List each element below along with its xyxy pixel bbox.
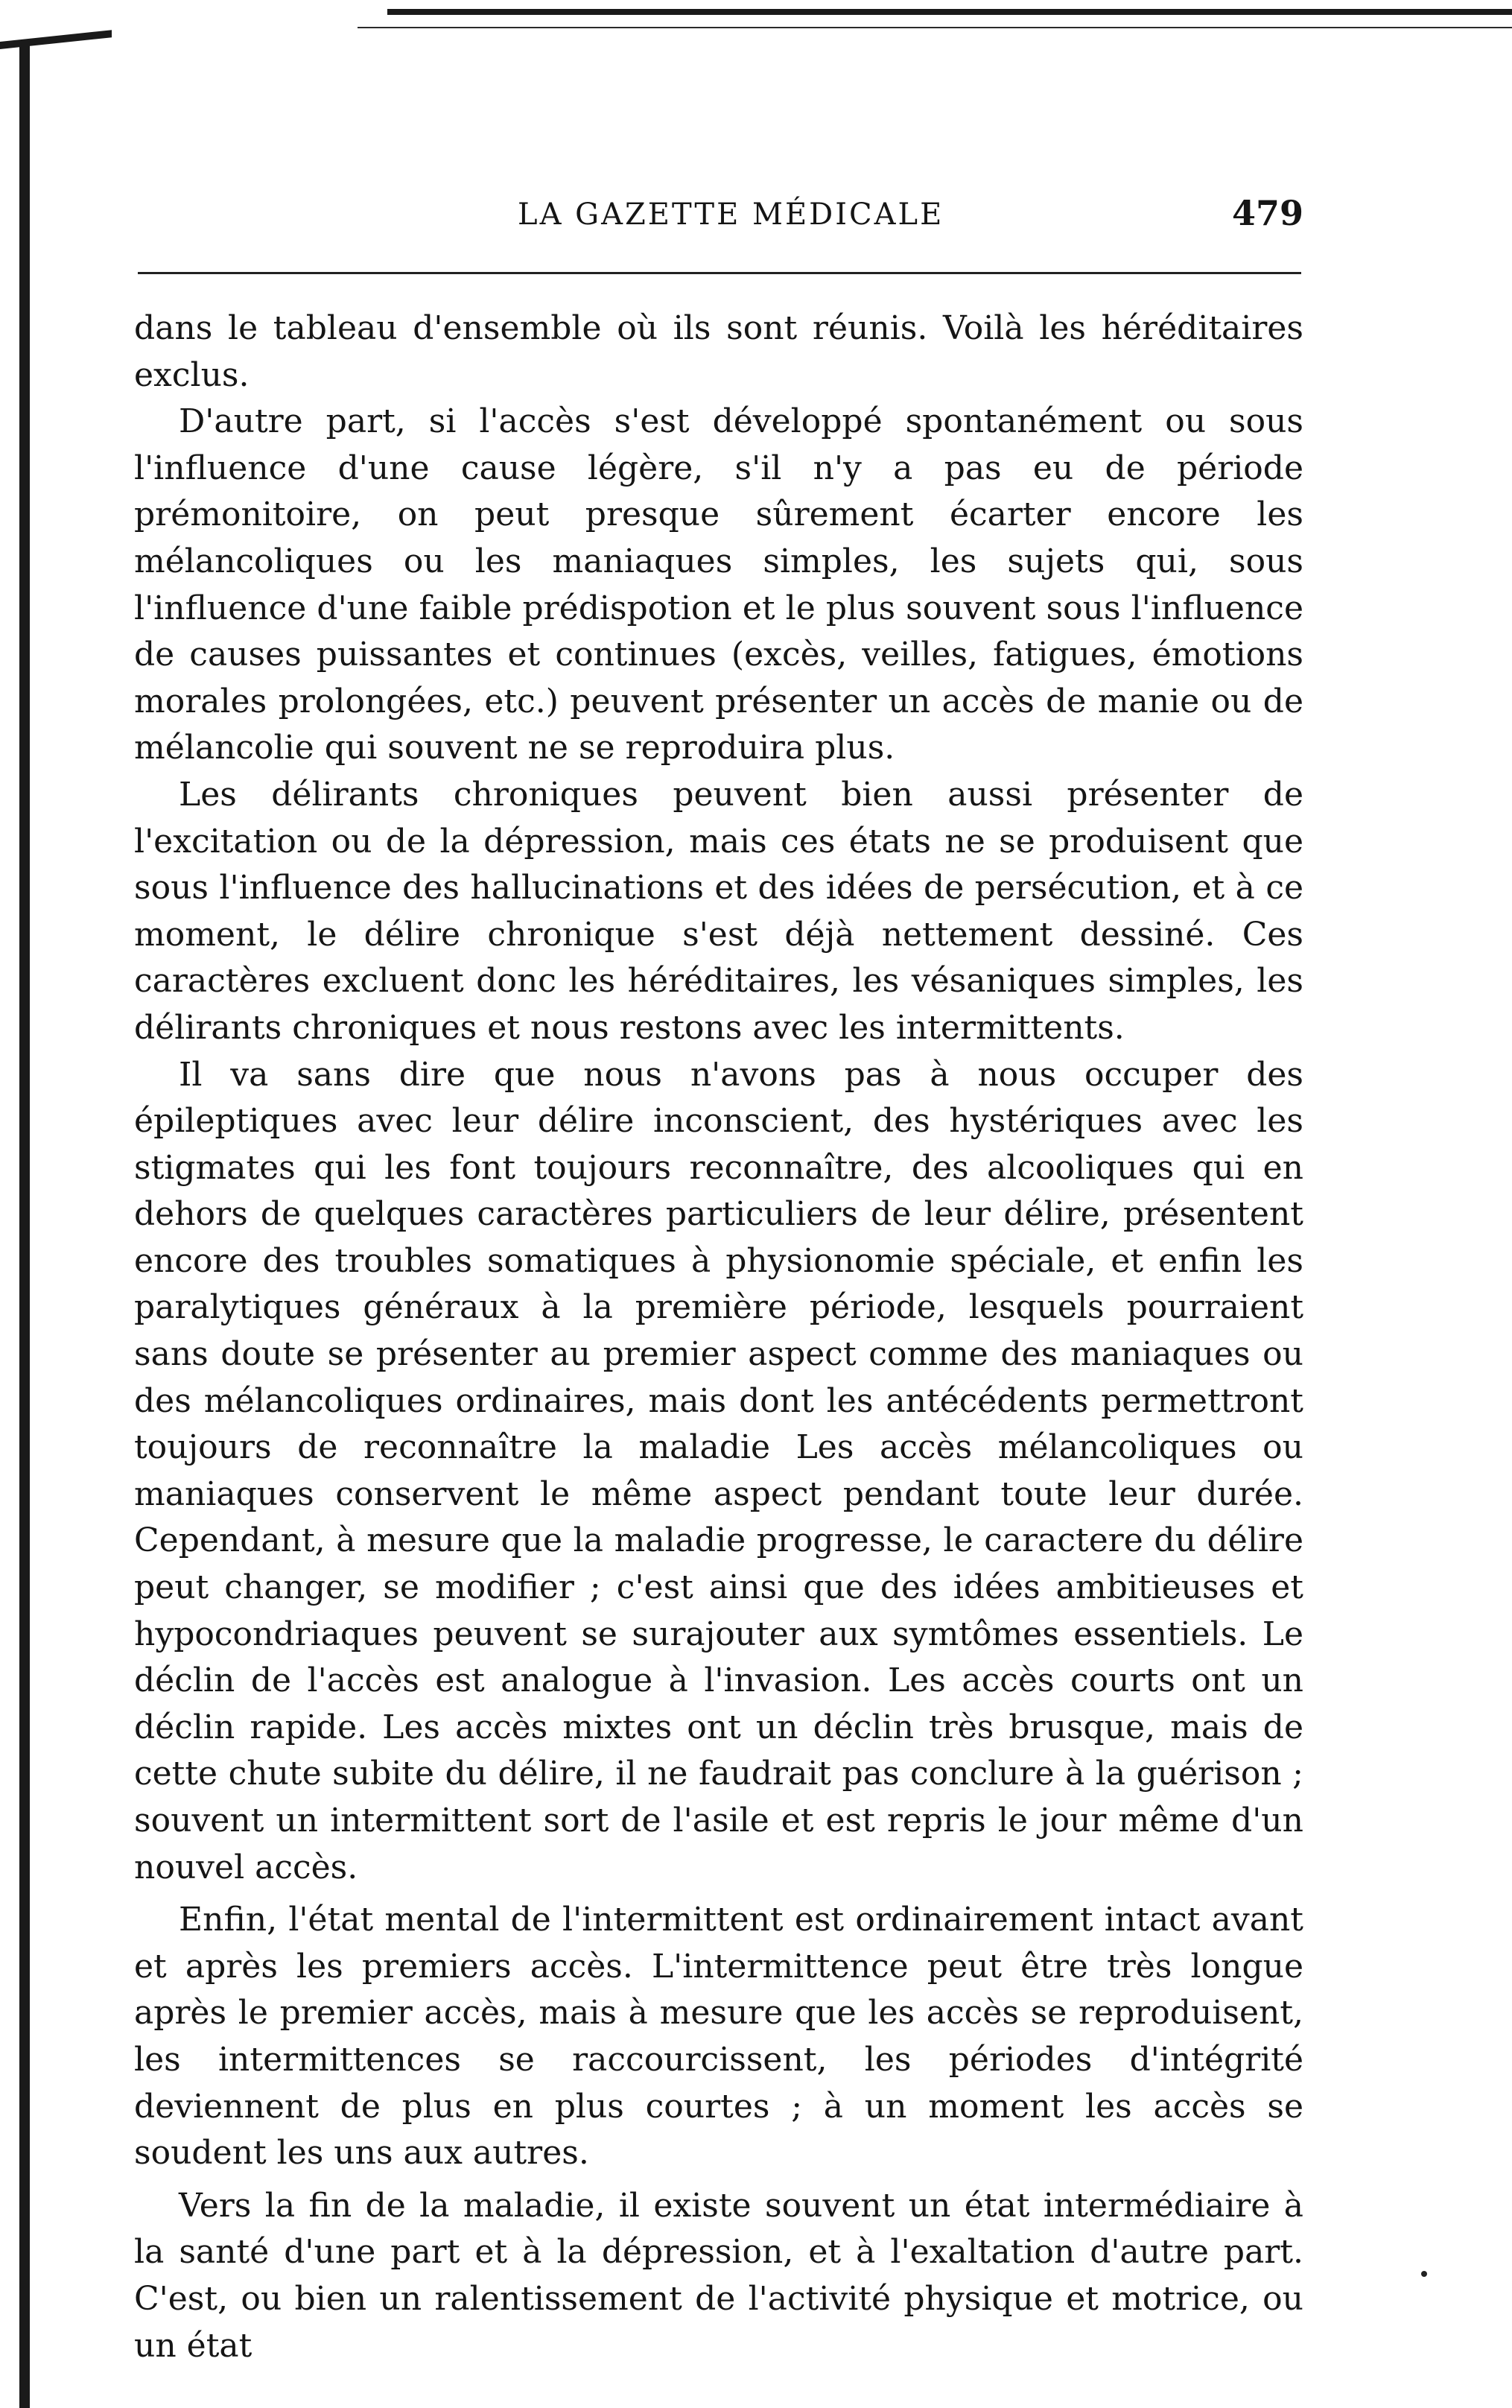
binding-edge-cap bbox=[0, 30, 112, 49]
running-title: LA GAZETTE MÉDICALE bbox=[518, 197, 944, 232]
margin-mark bbox=[1421, 2271, 1427, 2277]
paragraph-1: dans le tableau d'ensemble où ils sont réunis. Voilà les héréditaires exclus. bbox=[134, 309, 1303, 394]
running-header bbox=[134, 193, 1303, 242]
paragraph-3: Les délirants chroniques peuvent bien aussi présenter de l'excitation ou de la dépression, mais ces états ne se produisent que sous l'influence des hallucinations et des idées de persécution, et à ce moment, le délire chronique s'est déjà nettement dessiné. Ces caractères excluent donc les héréditaires, les vésaniques simples, les délirants chroniques et nous restons avec les intermittents. bbox=[134, 775, 1303, 1047]
binding-edge bbox=[19, 45, 30, 2408]
paragraph-2: D'autre part, si l'accès s'est développé spontanément ou sous l'influence d'une cause légère, s'il n'y a pas eu de période prémonitoire, on peut presque sûrement écarter encore les mélancoliques ou les maniaques simples, les sujets qui, sous l'influence d'une faible prédispotion et le plus souvent sous l'influence de causes puissantes et continues (excès, veilles, fatigues, émotions morales prolongées, etc.) peuvent présenter un accès de manie ou de mélancolie qui souvent ne se reproduira plus. bbox=[134, 402, 1303, 767]
body-text bbox=[134, 305, 1303, 2369]
paragraph-6: Vers la fin de la maladie, il existe souvent un état intermédiaire à la santé d'une part et à la dépression, et à l'exaltation d'autre part. C'est, ou bien un ralentissement de l'activité physique et motrice, ou un état bbox=[134, 2186, 1303, 2365]
page-number: 479 bbox=[1231, 193, 1303, 233]
header-rule bbox=[138, 272, 1301, 274]
paragraph-5: Enfin, l'état mental de l'intermittent est ordinairement intact avant et après les premiers accès. L'intermittence peut être très longue après le premier accès, mais à mesure que les accès se reproduisent, les intermittences se raccourcissent, les périodes d'intégrité deviennent de plus en plus courtes ; à un moment les accès se soudent les uns aux autres. bbox=[134, 1901, 1303, 2173]
paragraph-4: Il va sans dire que nous n'avons pas à nous occuper des épileptiques avec leur délire inconscient, des hystériques avec les stigmates qui les font toujours reconnaître, des alcooliques qui en dehors de quelques caractères particuliers de leur délire, présentent encore des troubles somatiques à physionomie spéciale, et enfin les paralytiques généraux à la première période, lesquels pourraient sans doute se présenter au premier aspect comme des maniaques ou des mélancoliques ordinaires, mais dont les antécédents permettront toujours de reconnaître la maladie Les accès mélancoliques ou maniaques conservent le même aspect pendant toute leur durée. Cependant, à mesure que la maladie progresse, le caractere du délire peut changer, se modifier ; c'est ainsi que des idées ambitieuses et hypocondriaques peuvent se surajouter aux symtômes essentiels. Le déclin de l'accès est analogue à l'invasion. Les accès courts ont un déclin rapide. Les accès mixtes ont un déclin très brusque, mais de cette chute subite du délire, il ne faudrait pas conclure à la guérison ; souvent un intermittent sort de l'asile et est repris le jour même d'un nouvel accès. bbox=[134, 1055, 1303, 1886]
page bbox=[134, 0, 1303, 2408]
